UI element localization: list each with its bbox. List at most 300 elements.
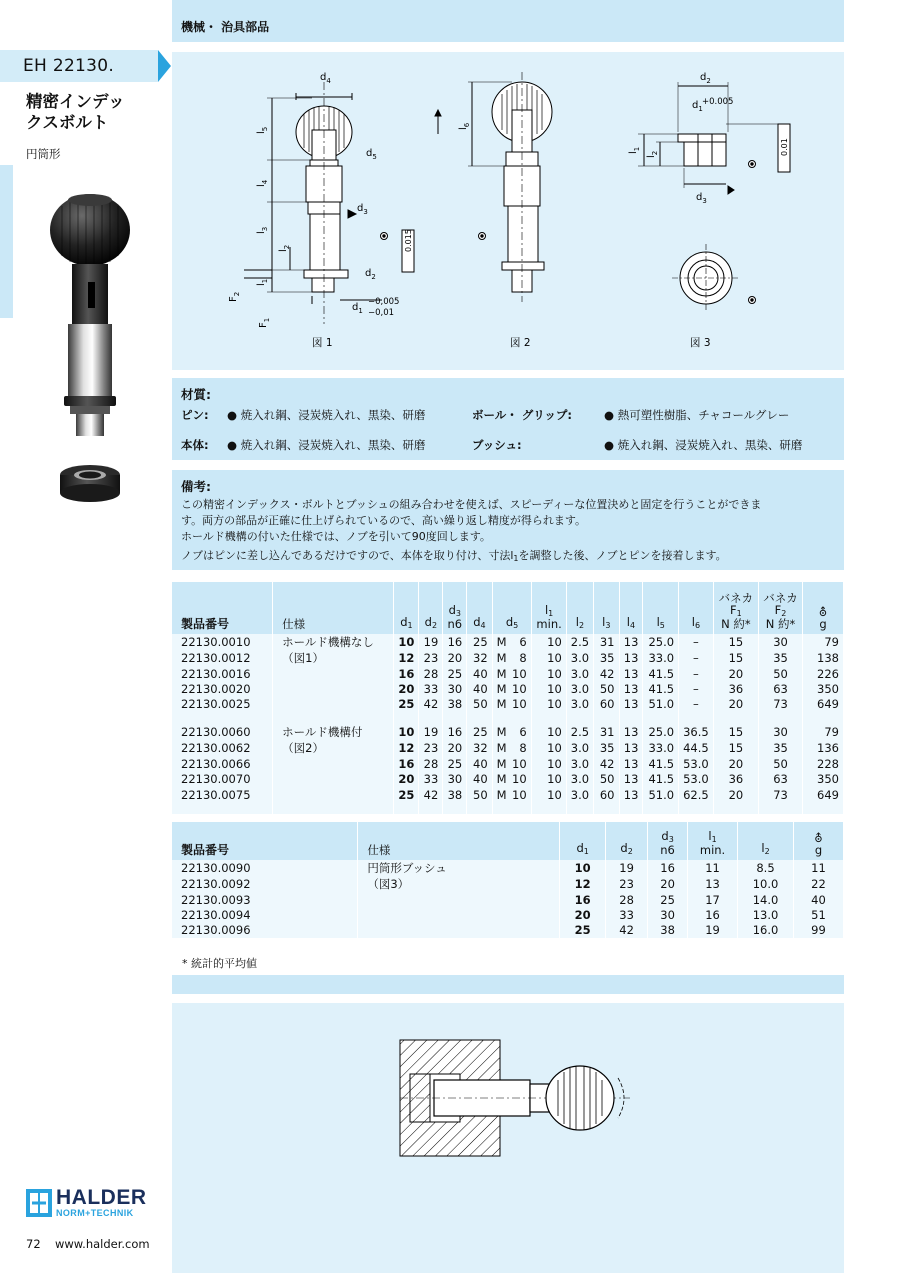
svg-text:l2: $l_2$ [646, 150, 659, 158]
cell-f1: 20 [713, 787, 758, 802]
cell-spec [273, 787, 394, 802]
figure-3-labels [628, 72, 789, 349]
website-link[interactable]: www.halder.com [55, 1237, 150, 1251]
table-row [172, 907, 844, 922]
svg-text:d4: $d_4$ [320, 72, 331, 85]
cell-d5: M 6 [492, 634, 532, 650]
table-row [172, 787, 844, 802]
col-part: 製品番号 [172, 582, 273, 634]
cell-g: 22 [793, 876, 843, 892]
col-l6: l6 [679, 582, 714, 634]
cell-l5: 51.0 [643, 787, 679, 802]
cell-d1: 20 [394, 681, 419, 696]
svg-text:−0,01: −0,01 [368, 308, 395, 318]
product-title-line1: 精密インデッ [26, 92, 125, 111]
cell-l1: 19 [688, 923, 738, 938]
cell-l2: 2.5 [566, 724, 593, 740]
svg-text:l1: $l_1$ [256, 278, 269, 286]
cell-part: 22130.0090 [172, 860, 358, 876]
cell-d2: 33 [606, 907, 648, 922]
cell-l5: 25.0 [643, 724, 679, 740]
cell-l3: 35 [594, 650, 619, 666]
svg-text:F2: $F_2$ [228, 291, 241, 302]
notes-line-3: ホールド機構の付いた仕様では、ノブを引いて90度回します。 [181, 530, 491, 543]
svg-text:l5: $l_5$ [256, 126, 269, 134]
brand-sub: NORM+TECHNIK [56, 1208, 134, 1218]
cell-d3: 25 [648, 892, 688, 907]
cell-d1: 10 [394, 724, 419, 740]
cell-f2: 63 [759, 681, 803, 696]
notes-body [181, 497, 839, 565]
cell-g: 138 [802, 650, 843, 666]
cell-g: 136 [802, 740, 843, 756]
cell-spec: 円筒形ブッシュ [358, 860, 560, 876]
product-title-line2: クスボルト [26, 113, 109, 132]
svg-text:d3: $d_3$ [696, 192, 707, 205]
brand-name: HALDER [56, 1186, 147, 1209]
cell-l6: 62.5 [679, 787, 714, 802]
cell-l5: 41.5 [643, 756, 679, 771]
category-label: 機械・ 治具部品 [181, 20, 270, 34]
cell-l3: 42 [594, 756, 619, 771]
body-value: ● 焼入れ鋼、浸炭焼入れ、黒染、研磨 [227, 438, 426, 452]
cell-part: 22130.0092 [172, 876, 358, 892]
cell-d1: 25 [394, 697, 419, 712]
cell-d1: 10 [560, 860, 606, 876]
cell-l2: 10.0 [738, 876, 794, 892]
cell-d2: 23 [419, 740, 443, 756]
table-row [172, 740, 844, 756]
cell-d1: 20 [394, 772, 419, 787]
cell-l2: 3.0 [566, 772, 593, 787]
pin-spec-table [172, 582, 844, 814]
cell-l4: 13 [619, 740, 643, 756]
table-row [172, 666, 844, 681]
cell-l5: 51.0 [643, 697, 679, 712]
cell-f2: 30 [759, 724, 803, 740]
cell-d3: 16 [443, 634, 467, 650]
col-l5: l5 [643, 582, 679, 634]
cell-d1: 12 [560, 876, 606, 892]
cell-part: 22130.0060 [172, 724, 273, 740]
cell-d4: 50 [467, 697, 492, 712]
cell-l6: – [679, 666, 714, 681]
notes-title: 備考: [181, 479, 211, 494]
col2-d2: d2 [606, 822, 648, 860]
cell-l3: 60 [594, 787, 619, 802]
tab-arrow-icon [158, 50, 171, 82]
cell-d2: 33 [419, 772, 443, 787]
cell-part: 22130.0070 [172, 772, 273, 787]
cell-l5: 41.5 [643, 666, 679, 681]
cell-l4: 13 [619, 787, 643, 802]
technical-drawings [172, 52, 844, 370]
body-label: 本体: [181, 438, 209, 452]
cell-part: 22130.0093 [172, 892, 358, 907]
svg-text:d2: $d_2$ [700, 72, 711, 85]
cell-d3: 20 [648, 876, 688, 892]
cell-f1: 15 [713, 740, 758, 756]
cell-f1: 20 [713, 697, 758, 712]
svg-text:F1: $F_1$ [258, 317, 271, 328]
cell-l1: 16 [688, 907, 738, 922]
svg-text:0.01: 0.01 [780, 138, 789, 156]
bush-spec-table [172, 822, 844, 938]
cell-l1: 10 [532, 634, 566, 650]
cell-d2: 19 [606, 860, 648, 876]
cell-d1: 20 [560, 907, 606, 922]
cell-d4: 32 [467, 650, 492, 666]
cell-l2: 14.0 [738, 892, 794, 907]
svg-text:l3: $l_3$ [256, 226, 269, 234]
cell-part: 22130.0016 [172, 666, 273, 681]
cell-d5: M 10 [492, 666, 532, 681]
cell-l5: 33.0 [643, 650, 679, 666]
cell-d5: M 8 [492, 650, 532, 666]
halder-logo-icon [26, 1189, 52, 1217]
cell-l6: 36.5 [679, 724, 714, 740]
cell-f2: 73 [759, 697, 803, 712]
col2-d1: d1 [560, 822, 606, 860]
cell-l3: 31 [594, 634, 619, 650]
cell-l2: 2.5 [566, 634, 593, 650]
table-row [172, 923, 844, 938]
cell-l1: 10 [532, 681, 566, 696]
svg-text:d1: $d_1$ [352, 302, 363, 315]
cell-d2: 28 [606, 892, 648, 907]
cell-l6: – [679, 681, 714, 696]
cell-d3: 38 [648, 923, 688, 938]
cell-d4: 40 [467, 756, 492, 771]
side-strip [0, 165, 13, 318]
cell-d4: 32 [467, 740, 492, 756]
cell-g: 99 [793, 923, 843, 938]
cell-d2: 42 [606, 923, 648, 938]
cell-l1: 10 [532, 740, 566, 756]
cell-l3: 42 [594, 666, 619, 681]
cell-f1: 15 [713, 650, 758, 666]
product-title [26, 91, 166, 133]
cell-d1: 12 [394, 740, 419, 756]
cell-l1: 11 [688, 860, 738, 876]
cell-part: 22130.0010 [172, 634, 273, 650]
cell-l4: 13 [619, 724, 643, 740]
cell-f2: 50 [759, 666, 803, 681]
table-row [172, 634, 844, 650]
cell-l4: 13 [619, 756, 643, 771]
cell-d2: 23 [606, 876, 648, 892]
cell-d3: 25 [443, 756, 467, 771]
col-d5: d5 [492, 582, 532, 634]
cell-spec: （図1） [273, 650, 394, 666]
cell-d3: 16 [443, 724, 467, 740]
col2-weight: ⛢ g [793, 822, 843, 860]
cell-d3: 30 [443, 681, 467, 696]
notes-line-4: ノブはピンに差し込んであるだけですので、本体を取り付け、寸法l1を調整した後、ノブとピンを接着します。 [181, 549, 727, 563]
cell-l3: 35 [594, 740, 619, 756]
cell-spec [358, 923, 560, 938]
col2-d3: d3 n6 [648, 822, 688, 860]
cell-l1: 10 [532, 787, 566, 802]
svg-text:d3: $d_3$ [357, 203, 368, 216]
cell-d5: M 10 [492, 772, 532, 787]
cell-g: 649 [802, 787, 843, 802]
cell-g: 228 [802, 756, 843, 771]
cell-d4: 25 [467, 724, 492, 740]
cell-d4: 25 [467, 634, 492, 650]
cell-g: 79 [802, 724, 843, 740]
cell-l4: 13 [619, 772, 643, 787]
cell-l3: 31 [594, 724, 619, 740]
table-spacer-row [172, 712, 844, 724]
svg-text:d1: $d_1$ [692, 100, 703, 113]
blank-bar [172, 975, 844, 994]
table-row [172, 724, 844, 740]
cell-f2: 63 [759, 772, 803, 787]
cell-d1: 25 [394, 787, 419, 802]
cell-l4: 13 [619, 634, 643, 650]
table-row [172, 756, 844, 771]
cell-d4: 40 [467, 681, 492, 696]
cell-g: 79 [802, 634, 843, 650]
cell-d2: 42 [419, 697, 443, 712]
cell-d4: 40 [467, 772, 492, 787]
svg-text:l2: $l_2$ [278, 244, 291, 252]
bush-label: ブッシュ: [472, 438, 522, 452]
cell-l6: – [679, 650, 714, 666]
cell-d3: 30 [648, 907, 688, 922]
cell-spec: （図2） [273, 740, 394, 756]
cell-l5: 25.0 [643, 634, 679, 650]
svg-text:−0,005: −0,005 [368, 297, 400, 307]
cell-g: 350 [802, 681, 843, 696]
grip-label: ボール・ グリップ: [472, 408, 572, 422]
bush-value: ● 焼入れ鋼、浸炭焼入れ、黒染、研磨 [604, 438, 803, 452]
cell-l2: 3.0 [566, 787, 593, 802]
cell-part: 22130.0012 [172, 650, 273, 666]
col-f1: バネカ F1 N 約* [713, 582, 758, 634]
table-row [172, 892, 844, 907]
cell-d2: 19 [419, 724, 443, 740]
svg-text:図 2: 図 2 [510, 337, 531, 349]
cell-l6: – [679, 634, 714, 650]
col-f2: バネカ F2 N 約* [759, 582, 803, 634]
col2-l2: l2 [738, 822, 794, 860]
materials-title: 材質: [181, 387, 211, 402]
cell-d3: 20 [443, 650, 467, 666]
weight-icon: ⛢ [814, 831, 823, 845]
cell-d1: 12 [394, 650, 419, 666]
svg-text:l6: $l_6$ [458, 122, 471, 130]
cell-d3: 30 [443, 772, 467, 787]
svg-text:図 3: 図 3 [690, 337, 711, 349]
cell-g: 40 [793, 892, 843, 907]
cell-part: 22130.0020 [172, 681, 273, 696]
cell-l2: 3.0 [566, 740, 593, 756]
cell-spec: ホールド機構付 [273, 724, 394, 740]
cell-g: 649 [802, 697, 843, 712]
svg-text:0.015: 0.015 [404, 229, 413, 252]
cell-spec [273, 697, 394, 712]
cell-l2: 3.0 [566, 666, 593, 681]
cell-d3: 16 [648, 860, 688, 876]
cell-l5: 33.0 [643, 740, 679, 756]
cell-l6: 53.0 [679, 756, 714, 771]
col-d3: d3 n6 [443, 582, 467, 634]
cell-f2: 35 [759, 740, 803, 756]
figure-2-drawing [435, 72, 552, 302]
svg-text:+0.005: +0.005 [702, 97, 734, 107]
col2-l1: l1 min. [688, 822, 738, 860]
cell-f1: 36 [713, 772, 758, 787]
cell-l2: 3.0 [566, 650, 593, 666]
grip-value: ● 熱可塑性樹脂、チャコールグレー [604, 408, 790, 422]
col-l3: l3 [594, 582, 619, 634]
cell-d2: 42 [419, 787, 443, 802]
pin-label: ピン: [181, 408, 209, 422]
cell-l2: 16.0 [738, 923, 794, 938]
cell-l4: 13 [619, 650, 643, 666]
table-row [172, 860, 844, 876]
product-code: EH 22130. [23, 56, 115, 76]
cell-part: 22130.0096 [172, 923, 358, 938]
table-row [172, 697, 844, 712]
cell-d3: 25 [443, 666, 467, 681]
cell-d2: 28 [419, 756, 443, 771]
col-l2: l2 [566, 582, 593, 634]
cell-f2: 30 [759, 634, 803, 650]
cell-d2: 23 [419, 650, 443, 666]
cell-spec: ホールド機構なし [273, 634, 394, 650]
cell-part: 22130.0094 [172, 907, 358, 922]
cell-spec [358, 892, 560, 907]
figure-3-drawing [638, 82, 790, 312]
cell-l3: 50 [594, 772, 619, 787]
col-l1: l1 min. [532, 582, 566, 634]
cell-d1: 16 [394, 666, 419, 681]
cell-l6: 44.5 [679, 740, 714, 756]
cell-d5: M 6 [492, 724, 532, 740]
cell-d5: M 10 [492, 787, 532, 802]
svg-text:l1: $l_1$ [628, 146, 641, 154]
cell-f2: 50 [759, 756, 803, 771]
cell-d5: M 8 [492, 740, 532, 756]
col-spec: 仕様 [273, 582, 394, 634]
cell-l1: 13 [688, 876, 738, 892]
cell-l3: 60 [594, 697, 619, 712]
col-d2: d2 [419, 582, 443, 634]
col-weight: ⛢ g [802, 582, 843, 634]
notes-line-1: この精密インデックス・ボルトとブッシュの組み合わせを使えば、スピーディーな位置決めと固定を行うことができま [181, 498, 762, 511]
cell-l2: 8.5 [738, 860, 794, 876]
svg-text:図 1: 図 1 [312, 337, 333, 349]
col2-part: 製品番号 [172, 822, 358, 860]
cell-f1: 15 [713, 724, 758, 740]
cell-spec [273, 756, 394, 771]
cell-d4: 40 [467, 666, 492, 681]
cell-spec: （図3） [358, 876, 560, 892]
table2-header-row [172, 822, 844, 860]
table-row [172, 772, 844, 787]
col2-spec: 仕様 [358, 822, 560, 860]
cell-d2: 19 [419, 634, 443, 650]
svg-text:d2: $d_2$ [365, 268, 376, 281]
cell-l5: 41.5 [643, 772, 679, 787]
materials-section [172, 378, 844, 460]
cell-l5: 41.5 [643, 681, 679, 696]
cell-l1: 17 [688, 892, 738, 907]
cell-part: 22130.0066 [172, 756, 273, 771]
cell-l3: 50 [594, 681, 619, 696]
cell-l2: 3.0 [566, 756, 593, 771]
weight-icon: ⛢ [818, 605, 828, 619]
notes-line-2: す。両方の部品が正確に仕上げられているので、高い繰り返し精度が得られます。 [181, 514, 587, 527]
col-d4: d4 [467, 582, 492, 634]
table-spacer-row [172, 802, 844, 814]
cell-d5: M 10 [492, 697, 532, 712]
cell-l2: 3.0 [566, 697, 593, 712]
cell-l1: 10 [532, 724, 566, 740]
cell-f1: 36 [713, 681, 758, 696]
cell-l4: 13 [619, 666, 643, 681]
cell-part: 22130.0062 [172, 740, 273, 756]
svg-text:l4: $l_4$ [256, 179, 269, 187]
cell-f1: 15 [713, 634, 758, 650]
cell-d4: 50 [467, 787, 492, 802]
figure-1-drawing [244, 82, 414, 324]
cell-g: 350 [802, 772, 843, 787]
page-number: 72 [26, 1237, 41, 1251]
cell-d3: 38 [443, 697, 467, 712]
cell-d1: 10 [394, 634, 419, 650]
cell-l6: 53.0 [679, 772, 714, 787]
category-bar [172, 0, 844, 42]
cell-g: 11 [793, 860, 843, 876]
application-drawing [380, 1030, 660, 1170]
cell-d3: 20 [443, 740, 467, 756]
product-subtitle: 円筒形 [26, 147, 61, 161]
cell-d3: 38 [443, 787, 467, 802]
cell-l1: 10 [532, 772, 566, 787]
cell-d5: M 10 [492, 756, 532, 771]
cell-d2: 28 [419, 666, 443, 681]
cell-l1: 10 [532, 697, 566, 712]
cell-spec [273, 666, 394, 681]
cell-l1: 10 [532, 756, 566, 771]
cell-l4: 13 [619, 697, 643, 712]
cell-f1: 20 [713, 756, 758, 771]
cell-f2: 35 [759, 650, 803, 666]
cell-d5: M 10 [492, 681, 532, 696]
product-photo [40, 190, 140, 520]
cell-spec [273, 772, 394, 787]
cell-d1: 25 [560, 923, 606, 938]
cell-f2: 73 [759, 787, 803, 802]
cell-spec [273, 681, 394, 696]
footnote: * 統計的平均値 [182, 957, 257, 970]
cell-d1: 16 [560, 892, 606, 907]
col-d1: d1 [394, 582, 419, 634]
product-code-tab [0, 50, 158, 82]
cell-d2: 33 [419, 681, 443, 696]
cell-l6: – [679, 697, 714, 712]
table-row [172, 876, 844, 892]
table-row [172, 681, 844, 696]
cell-l1: 10 [532, 666, 566, 681]
notes-section [172, 470, 844, 570]
cell-d1: 16 [394, 756, 419, 771]
pin-value: ● 焼入れ鋼、浸炭焼入れ、黒染、研磨 [227, 408, 426, 422]
